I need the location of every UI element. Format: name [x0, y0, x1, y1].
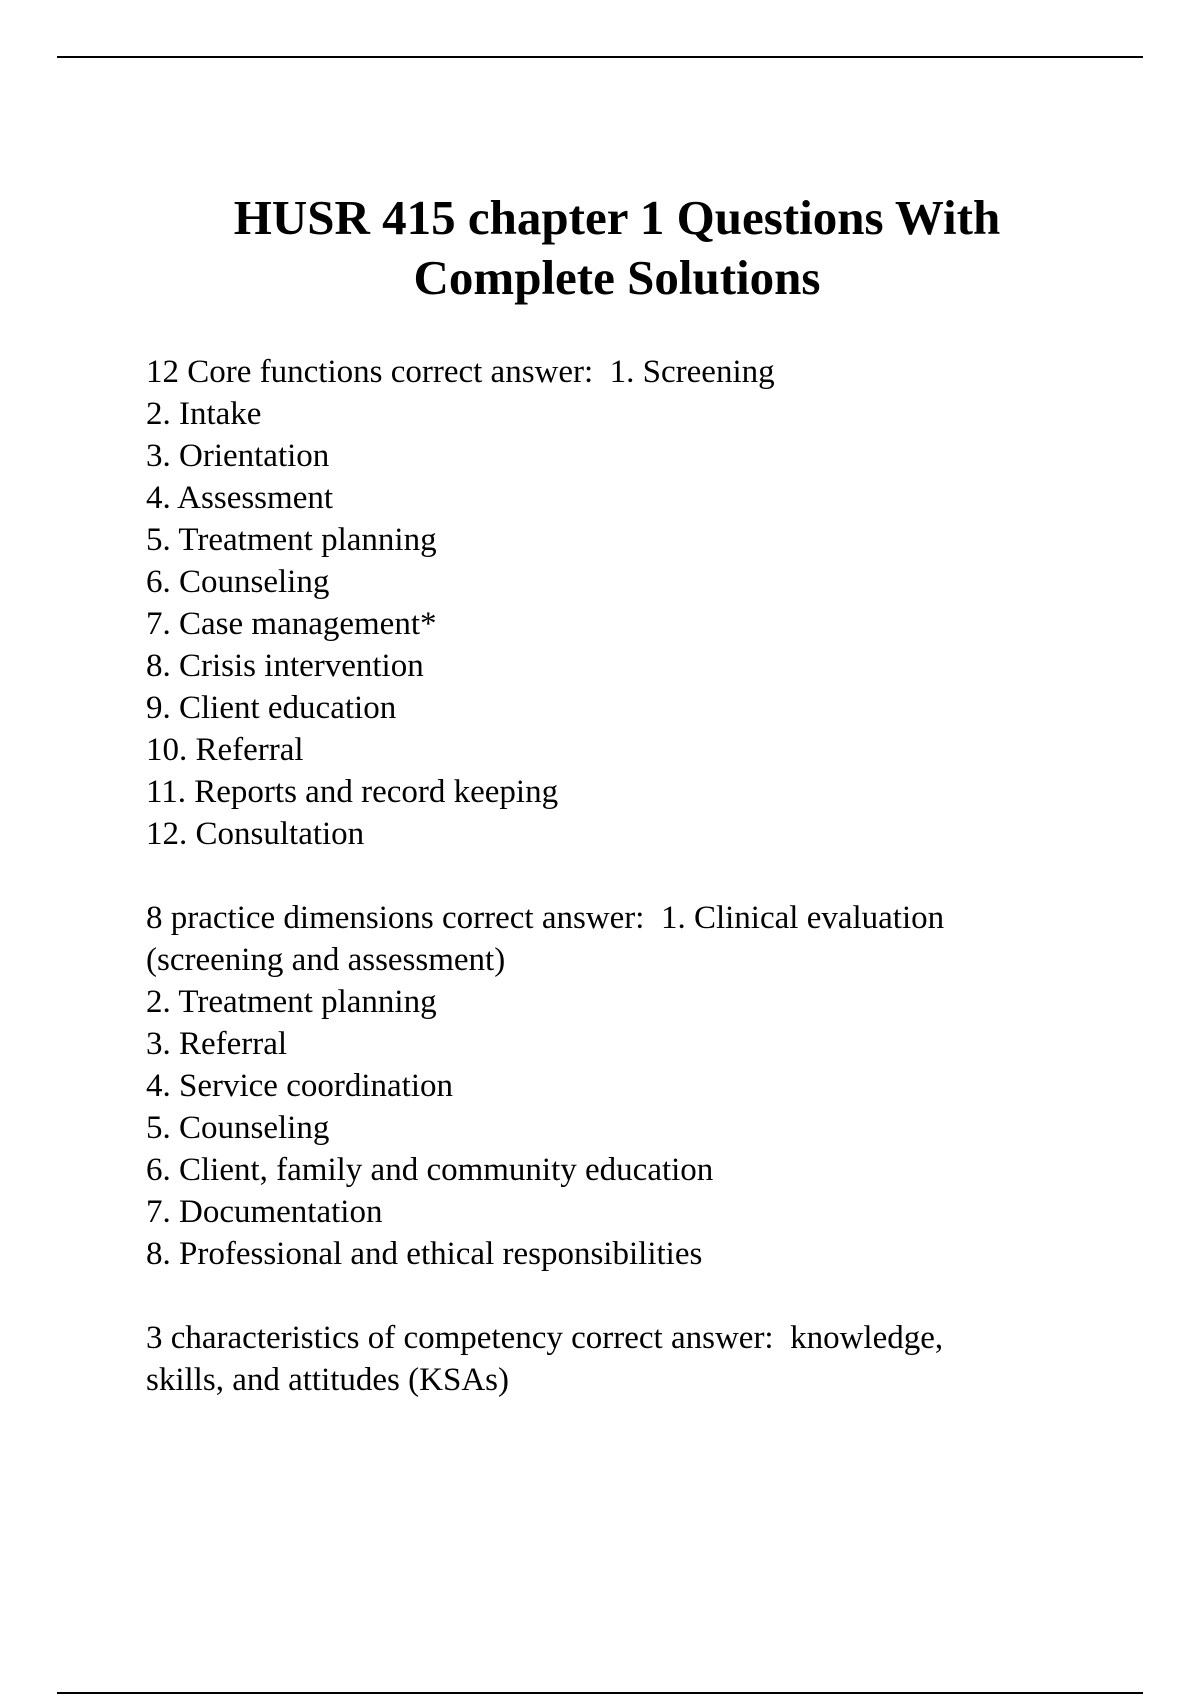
text-line: 7. Documentation	[146, 1194, 383, 1230]
text-line: 10. Referral	[146, 732, 304, 768]
text-line: (screening and assessment)	[146, 942, 506, 978]
title-line: HUSR 415 chapter 1 Questions With	[233, 190, 1001, 245]
text-line: 5. Counseling	[146, 1110, 330, 1146]
document-body	[146, 351, 1126, 1401]
text-line: 8. Crisis intervention	[146, 648, 424, 684]
top-rule	[57, 56, 1143, 58]
text-line: 7. Case management*	[146, 606, 437, 642]
text-line: 4. Assessment	[146, 480, 334, 516]
text-line: 9. Client education	[146, 690, 397, 726]
qa-entry-competency	[146, 1317, 1126, 1401]
text-line: 8 practice dimensions correct answer: 1. Clinical evaluation	[146, 900, 945, 936]
text-line: 12 Core functions correct answer: 1. Screening	[146, 354, 775, 390]
text-line: 12. Consultation	[146, 816, 365, 852]
text-line: 5. Treatment planning	[146, 522, 437, 558]
qa-entry-core-functions	[146, 351, 1126, 855]
title-line: Complete Solutions	[413, 250, 821, 305]
text-line: 2. Intake	[146, 396, 262, 432]
text-line: 4. Service coordination	[146, 1068, 453, 1104]
text-line: 6. Client, family and community education	[146, 1152, 714, 1188]
text-line: 8. Professional and ethical responsibilities	[146, 1236, 703, 1272]
document-title	[0, 188, 1200, 308]
text-line: skills, and attitudes (KSAs)	[146, 1362, 509, 1398]
text-line: 2. Treatment planning	[146, 984, 437, 1020]
text-line: 3. Orientation	[146, 438, 330, 474]
qa-entry-practice-dimensions	[146, 897, 1126, 1275]
text-line: 3. Referral	[146, 1026, 288, 1062]
text-line: 11. Reports and record keeping	[146, 774, 559, 810]
text-line: 6. Counseling	[146, 564, 330, 600]
bottom-rule	[57, 1692, 1143, 1694]
text-line: 3 characteristics of competency correct answer: knowledge,	[146, 1320, 944, 1356]
